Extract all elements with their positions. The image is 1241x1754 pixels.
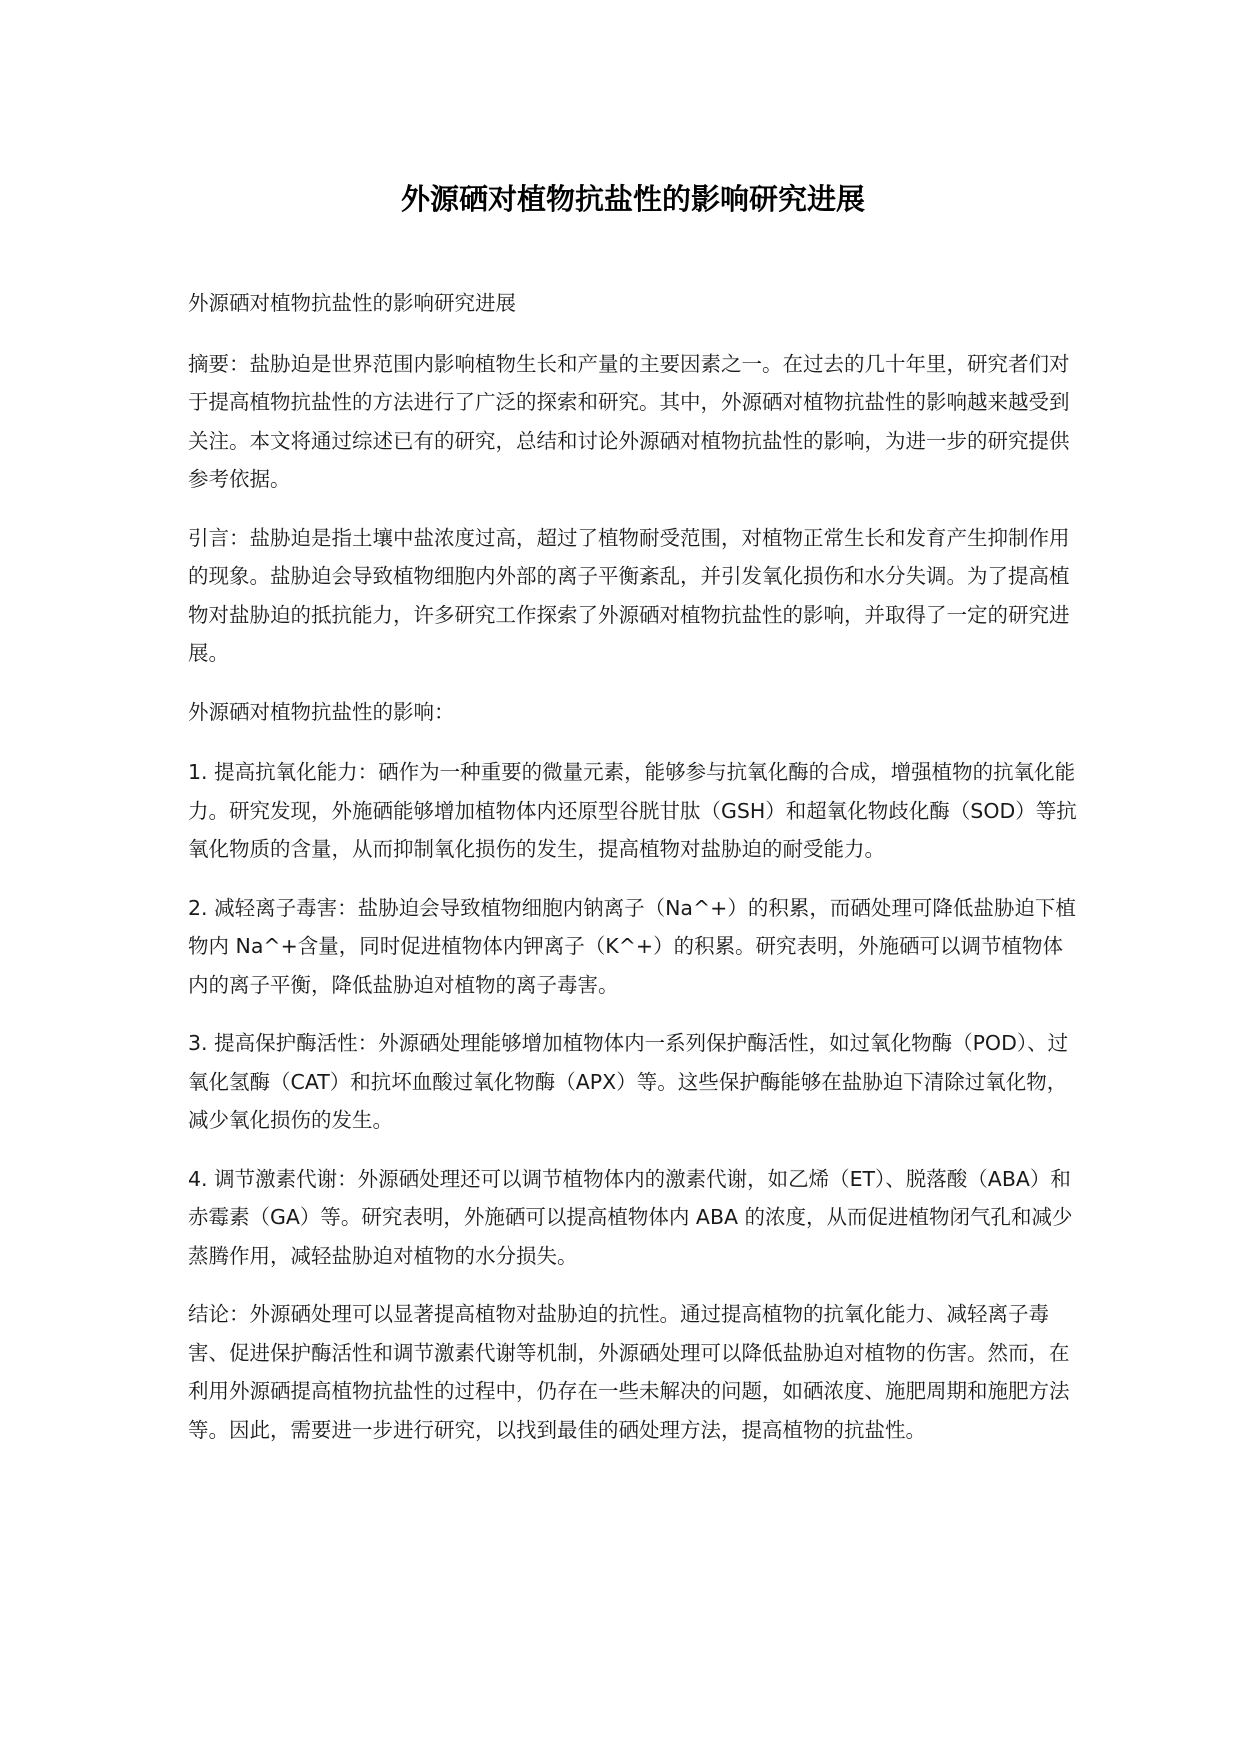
abstract-paragraph: 摘要：盐胁迫是世界范围内影响植物生长和产量的主要因素之一。在过去的几十年里，研究者们对于提高植物抗盐性的方法进行了广泛的探索和研究。其中，外源硒对植物抗盐性的影响越来越受到关注。本文将通过综述已有的研究，总结和讨论外源硒对植物抗盐性的影响，为进一步的研究提供参考依据。 <box>188 351 1070 491</box>
conclusion-paragraph: 结论：外源硒处理可以显著提高植物对盐胁迫的抗性。通过提高植物的抗氧化能力、减轻离子毒害、促进保护酶活性和调节激素代谢等机制，外源硒处理可以降低盐胁迫对植物的伤害。然而，在利用外源硒提高植物抗盐性的过程中，仍存在一些未解决的问题，如硒浓度、施肥周期和施肥方法等。因此，需要进一步进行研究，以找到最佳的硒处理方法，提高植物的抗盐性。 <box>188 1302 1070 1442</box>
section-heading: 外源硒对植物抗盐性的影响： <box>188 699 455 724</box>
document-body <box>188 284 1078 1469</box>
point-2-paragraph: 2. 减轻离子毒害：盐胁迫会导致植物细胞内钠离子（Na^+）的积累，而硒处理可降低盐胁迫下植物内 Na^+含量，同时促进植物体内钾离子（K^+）的积累。研究表明，外施硒可以调节植物体内的离子平衡，降低盐胁迫对植物的离子毒害。 <box>188 895 1076 997</box>
point-3-paragraph: 3. 提高保护酶活性：外源硒处理能够增加植物体内一系列保护酶活性，如过氧化物酶（POD）、过氧化氢酶（CAT）和抗坏血酸过氧化物酶（APX）等。这些保护酶能够在盐胁迫下清除过氧化物，减少氧化损伤的发生。 <box>188 1031 1069 1132</box>
subtitle-paragraph: 外源硒对植物抗盐性的影响研究进展 <box>188 291 516 315</box>
document-title: 外源硒对植物抗盐性的影响研究进展 <box>400 182 865 216</box>
point-4-paragraph: 4. 调节激素代谢：外源硒处理还可以调节植物体内的激素代谢，如乙烯（ET）、脱落酸（ABA）和赤霉素（GA）等。研究表明，外施硒可以提高植物体内 ABA 的浓度，从而促进植物闭气孔和减少蒸腾作用，减轻盐胁迫对植物的水分损失。 <box>188 1166 1073 1268</box>
introduction-paragraph: 引言：盐胁迫是指土壤中盐浓度过高，超过了植物耐受范围，对植物正常生长和发育产生抑制作用的现象。盐胁迫会导致植物细胞内外部的离子平衡紊乱，并引发氧化损伤和水分失调。为了提高植物对盐胁迫的抵抗能力，许多研究工作探索了外源硒对植物抗盐性的影响，并取得了一定的研究进展。 <box>188 525 1070 665</box>
point-1-paragraph: 1. 提高抗氧化能力：硒作为一种重要的微量元素，能够参与抗氧化酶的合成，增强植物的抗氧化能力。研究发现，外施硒能够增加植物体内还原型谷胱甘肽（GSH）和超氧化物歧化酶（SOD）等抗氧化物质的含量，从而抑制氧化损伤的发生，提高植物对盐胁迫的耐受能力。 <box>188 760 1077 861</box>
